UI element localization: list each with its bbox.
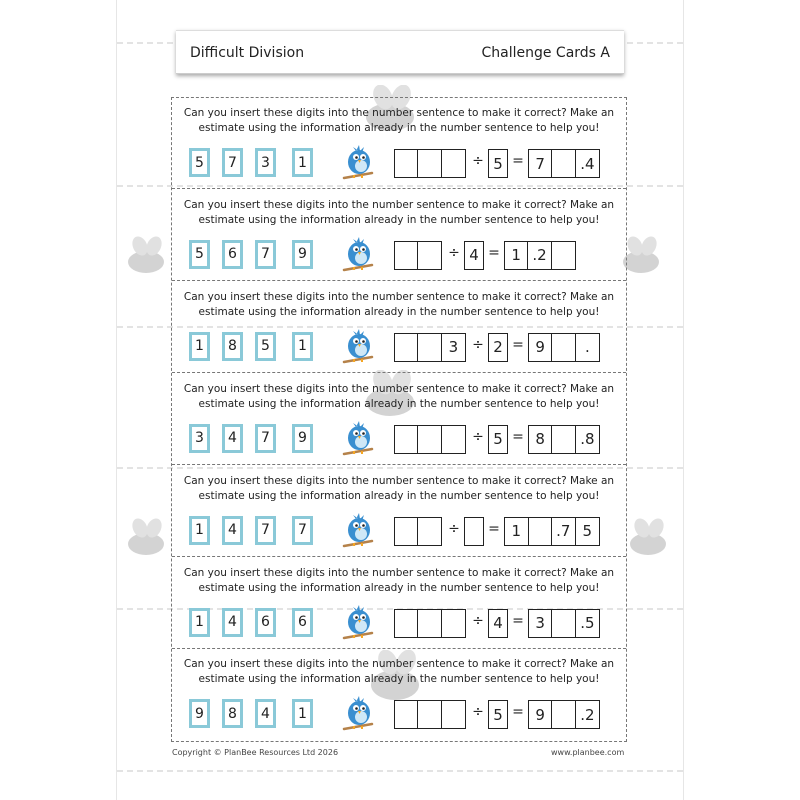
dividend-digit-box[interactable] [418, 701, 441, 728]
digit-card[interactable]: 1 [189, 332, 210, 361]
dividend-digit-box[interactable] [442, 426, 465, 453]
bee-watermark-icon [120, 518, 172, 558]
divide-symbol: ÷ [472, 704, 484, 721]
challenge-card [172, 282, 626, 373]
bee-watermark-icon [622, 518, 674, 558]
bird-icon [342, 234, 374, 274]
dividend-digit-box[interactable] [395, 426, 418, 453]
quotient-digit-box[interactable] [552, 242, 575, 269]
divide-symbol: ÷ [472, 428, 484, 445]
divisor-box[interactable]: 5 [488, 700, 508, 729]
divisor-box[interactable]: 2 [488, 333, 508, 362]
challenge-card [172, 190, 626, 281]
dividend-group [394, 425, 466, 454]
digit-card[interactable]: 7 [255, 424, 276, 453]
dividend-digit-box[interactable] [418, 610, 441, 637]
card-instruction: Can you insert these digits into the number sentence to make it correct? Make an estimate using the information already in the number sentence to help you! [183, 198, 615, 226]
quotient-digit-box[interactable] [552, 150, 575, 177]
bird-icon [342, 510, 374, 550]
bird-icon [342, 693, 374, 733]
divisor-box[interactable]: 5 [488, 425, 508, 454]
quotient-digit-box[interactable]: 3 [529, 610, 552, 637]
quotient-digit-box[interactable]: .2 [580, 705, 595, 724]
card-instruction: Can you insert these digits into the number sentence to make it correct? Make an estimate using the information already in the number sentence to help you! [183, 566, 615, 594]
equals-symbol: = [512, 612, 524, 629]
dividend-digit-box[interactable] [442, 701, 465, 728]
quotient-digit-box[interactable]: 7 [529, 150, 552, 177]
dividend-digit-box[interactable] [418, 150, 441, 177]
digit-card[interactable]: 6 [255, 608, 276, 637]
digit-card[interactable]: 1 [189, 608, 210, 637]
quotient-group [528, 333, 600, 362]
equals-symbol: = [488, 520, 500, 537]
quotient-digit-box[interactable]: .8 [580, 430, 595, 449]
challenge-card [172, 649, 626, 740]
quotient-digit-box[interactable]: .7 [552, 518, 576, 545]
dividend-digit-box[interactable] [395, 610, 418, 637]
card-instruction: Can you insert these digits into the number sentence to make it correct? Make an estimate using the information already in the number sentence to help you! [183, 107, 615, 134]
divisor-box[interactable] [464, 517, 484, 546]
quotient-digit-box[interactable]: 1 [505, 518, 529, 545]
dividend-digit-box[interactable] [442, 610, 465, 637]
digit-card[interactable]: 4 [222, 608, 243, 637]
quotient-group [504, 241, 576, 270]
divisor-box[interactable]: 5 [488, 149, 508, 178]
quotient-digit-box[interactable] [552, 701, 575, 728]
equals-symbol: = [512, 153, 524, 169]
divide-symbol: ÷ [472, 612, 484, 629]
challenge-card [172, 374, 626, 465]
dividend-digit-box[interactable] [395, 518, 418, 545]
card-instruction: Can you insert these digits into the number sentence to make it correct? Make an estimate using the information already in the number sentence to help you! [183, 290, 615, 318]
bird-icon [342, 602, 374, 642]
dividend-digit-box[interactable] [418, 334, 441, 361]
dividend-digit-box[interactable] [418, 426, 441, 453]
digit-card[interactable]: 9 [292, 424, 313, 453]
digit-card[interactable]: 7 [292, 516, 313, 545]
digit-card[interactable]: 1 [292, 332, 313, 361]
dividend-digit-box[interactable]: 3 [448, 338, 459, 357]
digit-card[interactable]: 4 [222, 516, 243, 545]
quotient-group [528, 425, 600, 454]
worksheet-subtitle: Challenge Cards A [481, 44, 610, 61]
equals-symbol: = [512, 704, 524, 721]
quotient-digit-box[interactable]: 5 [582, 522, 593, 541]
card-instruction: Can you insert these digits into the number sentence to make it correct? Make an estimate using the information already in the number sentence to help you! [183, 474, 615, 502]
dividend-digit-box[interactable] [395, 701, 418, 728]
quotient-digit-box[interactable]: 1 [505, 242, 528, 269]
digit-card[interactable]: 8 [222, 699, 243, 728]
bee-watermark-icon [120, 236, 172, 276]
dividend-digit-box[interactable] [395, 242, 418, 269]
quotient-digit-box[interactable]: 9 [529, 334, 552, 361]
digit-card[interactable]: 1 [292, 148, 313, 177]
dividend-digit-box[interactable] [395, 150, 418, 177]
quotient-group [504, 517, 600, 546]
equals-symbol: = [512, 336, 524, 353]
dividend-digit-box[interactable] [418, 242, 441, 269]
worksheet-header [176, 30, 624, 74]
quotient-group [528, 149, 600, 178]
dividend-group [394, 333, 466, 362]
divisor-box[interactable]: 4 [464, 241, 484, 270]
digit-card[interactable]: 9 [189, 699, 210, 728]
quotient-digit-box[interactable]: .4 [580, 154, 595, 173]
quotient-digit-box[interactable] [552, 426, 575, 453]
digit-card[interactable]: 5 [189, 240, 210, 269]
quotient-digit-box[interactable] [552, 610, 575, 637]
dividend-group [394, 241, 442, 270]
digit-card[interactable]: 1 [189, 516, 210, 545]
quotient-group [528, 700, 600, 729]
dividend-digit-box[interactable] [418, 518, 441, 545]
bird-icon [342, 142, 374, 182]
divide-symbol: ÷ [448, 520, 460, 537]
divide-symbol: ÷ [448, 244, 460, 261]
website-link[interactable]: www.planbee.com [551, 748, 625, 757]
digit-card[interactable]: 4 [222, 424, 243, 453]
digit-card[interactable]: 7 [255, 516, 276, 545]
divisor-box[interactable]: 4 [488, 609, 508, 638]
quotient-digit-box[interactable]: 8 [529, 426, 552, 453]
digit-card[interactable]: 7 [255, 240, 276, 269]
digit-card[interactable]: 1 [292, 699, 313, 728]
digit-card[interactable]: 8 [222, 332, 243, 361]
worksheet-title: Difficult Division [190, 44, 305, 61]
challenge-card [172, 98, 626, 189]
challenge-card [172, 558, 626, 649]
digit-card[interactable]: 5 [255, 332, 276, 361]
equals-symbol: = [488, 244, 500, 261]
quotient-digit-box[interactable] [552, 334, 575, 361]
dividend-group [394, 149, 466, 178]
card-instruction: Can you insert these digits into the number sentence to make it correct? Make an estimate using the information already in the number sentence to help you! [183, 658, 615, 686]
divide-symbol: ÷ [472, 153, 484, 169]
quotient-group [528, 609, 600, 638]
quotient-digit-box[interactable]: .2 [528, 242, 551, 269]
background-guide [117, 770, 683, 772]
bird-icon [342, 326, 374, 366]
digit-card[interactable]: 9 [292, 240, 313, 269]
digit-card[interactable]: 3 [255, 148, 276, 177]
challenge-card [172, 466, 626, 557]
dividend-group [394, 700, 466, 729]
dividend-group [394, 609, 466, 638]
digit-card[interactable]: 6 [292, 608, 313, 637]
quotient-digit-box[interactable]: .5 [580, 614, 595, 632]
divide-symbol: ÷ [472, 336, 484, 353]
challenge-cards [171, 97, 627, 742]
quotient-digit-box[interactable]: . [584, 338, 590, 357]
digit-card[interactable]: 5 [189, 148, 210, 177]
digit-card[interactable]: 6 [222, 240, 243, 269]
dividend-digit-box[interactable] [395, 334, 418, 361]
dividend-digit-box[interactable] [442, 150, 465, 177]
bird-icon [342, 418, 374, 458]
equals-symbol: = [512, 428, 524, 445]
digit-card[interactable]: 3 [189, 424, 210, 453]
digit-card[interactable]: 4 [255, 699, 276, 728]
quotient-digit-box[interactable] [529, 518, 553, 545]
dividend-group [394, 517, 442, 546]
quotient-digit-box[interactable]: 9 [529, 701, 552, 728]
digit-card[interactable]: 7 [222, 148, 243, 177]
card-instruction: Can you insert these digits into the number sentence to make it correct? Make an estimate using the information already in the number sentence to help you! [183, 382, 615, 410]
copyright-text: Copyright © PlanBee Resources Ltd 2026 [172, 748, 339, 757]
